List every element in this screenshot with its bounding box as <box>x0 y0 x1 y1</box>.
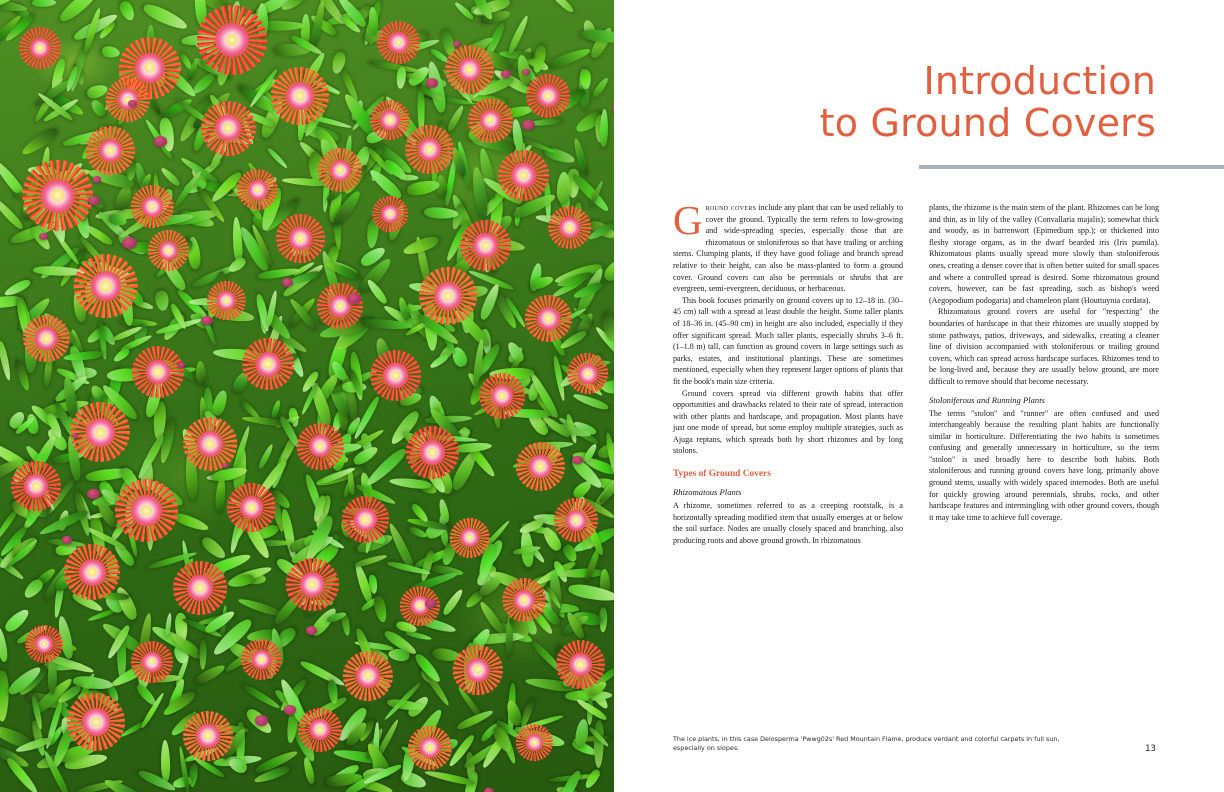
succulent-leaf <box>544 45 592 71</box>
succulent-leaf <box>396 66 407 88</box>
flower-bud <box>522 120 535 130</box>
succulent-leaf <box>103 776 147 792</box>
flower-bud <box>522 69 530 75</box>
succulent-leaf <box>257 443 274 470</box>
flower-center <box>394 38 402 46</box>
succulent-leaf <box>556 172 570 203</box>
succulent-leaf <box>215 477 227 513</box>
body-column-right <box>929 202 1159 546</box>
succulent-leaf <box>19 125 60 158</box>
succulent-leaf <box>572 392 610 412</box>
subheading-rhizomatous: Rhizomatous Plants <box>673 487 742 498</box>
section-heading-types: Types of Ground Covers <box>673 469 771 480</box>
succulent-leaf <box>101 45 121 59</box>
succulent-leaf <box>504 699 523 727</box>
flower-bud <box>306 626 317 635</box>
ice-plant-flower <box>85 125 134 174</box>
succulent-leaf <box>199 640 207 670</box>
flower-bud <box>178 362 185 367</box>
flower-center <box>31 481 41 491</box>
succulent-leaf <box>266 147 288 170</box>
succulent-leaf <box>406 178 441 197</box>
succulent-leaf <box>242 683 282 711</box>
succulent-leaf <box>446 104 466 133</box>
flower-center <box>106 146 115 155</box>
succulent-leaf <box>210 389 230 417</box>
flower-bud <box>255 715 269 726</box>
succulent-leaf <box>280 509 298 561</box>
succulent-leaf <box>199 534 228 561</box>
page-number: 13 <box>1145 744 1156 754</box>
body-column-left <box>673 197 903 546</box>
succulent-leaf <box>112 347 131 364</box>
photo-caption: The ice plants, in this case Delosperma 'Pwwg02s' Red Mountain Flame, produce verdant and colorful carpets in full sun, especially on slopes. <box>673 734 1060 753</box>
succulent-leaf <box>138 769 177 792</box>
paragraph-growth-habits: Ground covers spread via different growth habits that offer opportunities and drawbacks related to their rate of spread, interaction with other plants and hardscape, and propagation. Most plants have just one mode of spread, but some employ multiple strategies, such as Ajuga reptans, which spreads both by short rhizomes and by long stolons. <box>673 388 903 456</box>
flower-bud <box>93 176 102 183</box>
succulent-leaf <box>117 0 137 22</box>
succulent-leaf <box>601 257 614 283</box>
body-columns <box>673 197 1159 546</box>
succulent-leaf <box>0 341 12 381</box>
succulent-leaf <box>429 353 450 370</box>
flower-bud <box>284 705 296 714</box>
succulent-leaf <box>591 76 610 99</box>
succulent-leaf <box>354 553 387 568</box>
flower-bud <box>282 278 293 287</box>
succulent-leaf <box>546 0 575 14</box>
ice-plant-flower <box>443 635 513 705</box>
succulent-leaf <box>2 606 32 635</box>
succulent-leaf <box>0 670 9 721</box>
paragraph-scope: This book focuses primarily on ground covers up to 12–18 in. (30–45 cm) tall with a spread at least double the height. Some taller plants of 18–36 in. (45–90 cm) in height are also included, especially if they offer significant spread. Much taller plants, especially shrubs 3–6 ft. (1–1.8 m) tall, can function as ground covers in large settings such as parks, estates, and institutional plantings. These are sometimes mentioned, especially when they represent larger options of plants that fit the book's main size criteria. <box>673 295 903 386</box>
page-title <box>686 60 1156 144</box>
ice-plant-flower <box>375 19 421 65</box>
drop-cap: G <box>673 197 703 243</box>
paragraph-stolon-definition: The terms "stolon" and "runner" are often confused and used interchangeably because the resulting plant habits are functionally similar in horticulture. Differentiating the two habits is sometimes confusing and generally unnecessary in horticulture, so the term "stolon" is used broadly here to describe both habits. Both stoloniferous and running ground covers have long, primarily above ground stems, usually with widely spaced internodes. Both are useful for quickly growing around perennials, shrubs, rocks, and other hardscape features and intermingling with other ground covers, though it may take time to achieve full coverage. <box>929 408 1159 522</box>
flower-bud <box>425 599 437 608</box>
succulent-leaf <box>3 278 32 299</box>
paragraph-rhizome-continued: plants, the rhizome is the main stem of the plant. Rhizomes can be long and thin, as in lily of the valley (Convallaria majalis); somewhat thick and woody, as in barrenwort (Epimedium spp.); or thickened into fleshy storage organs, as in the dwarf bearded iris (Iris pumila). Rhizomatous plants usually spread more slowly than stoloniferous ones, creating a denser cover that is often better suited for small spaces and where a controlled spread is desired. Some rhizomatous ground covers, however, can be fast spreading, such as bishop's weed (Aegopodium podogaria) and chameleon plant (Houttuynia cordata). <box>929 203 1159 305</box>
paragraph-intro <box>673 197 903 295</box>
succulent-leaf <box>406 630 433 641</box>
succulent-leaf <box>33 0 57 7</box>
succulent-leaf <box>161 740 171 782</box>
succulent-leaf <box>600 109 609 147</box>
flower-bud <box>128 100 137 107</box>
title-divider <box>919 165 1224 169</box>
ice-plant-flower <box>139 221 196 278</box>
flower-bud <box>501 70 511 78</box>
succulent-leaf <box>441 588 465 617</box>
succulent-leaf <box>372 594 389 623</box>
succulent-leaf <box>302 757 316 785</box>
succulent-leaf <box>155 290 170 311</box>
flower-bud <box>484 788 494 792</box>
paragraph-intro-rest: include any plant that can be used reliably to cover the ground. Typically the term refers to low-growing and wide-spreading species, especially those that are rhizomatous or stoloniferous so that have trailing or arching stems. Clumping plants, if they have good foliage and branch spread relative to their height, can also be mass-planted to form a ground cover. Ground covers can also be perennials or shrubs that are evergreen, semi-evergreen, deciduous, or herbaceous. <box>673 203 903 294</box>
succulent-leaf <box>408 526 429 540</box>
flower-bud <box>572 456 582 464</box>
flower-bud <box>62 536 71 544</box>
flower-bud <box>453 41 461 47</box>
succulent-leaf <box>477 600 505 635</box>
succulent-leaf <box>227 255 249 275</box>
succulent-leaf <box>160 166 182 187</box>
paragraph-rhizome-definition: A rhizome, sometimes referred to as a creeping rootstalk, is a horizontally spreading modified stem that usually emerges at or below the soil surface. Nodes are usually closely spaced and branching, also producing roots and above ground growth. In rhizomatous <box>673 501 903 545</box>
text-page <box>614 0 1224 792</box>
succulent-leaf <box>424 206 458 219</box>
succulent-leaf <box>195 361 207 385</box>
small-caps-lead: round covers <box>705 203 757 212</box>
page-title-line-2: to Ground Covers <box>819 101 1156 145</box>
succulent-leaf <box>193 662 227 687</box>
subheading-stoloniferous: Stoloniferous and Running Plants <box>929 394 1045 405</box>
flower-bud <box>222 463 229 468</box>
flower-bud <box>39 233 48 240</box>
flower-bud <box>154 136 167 146</box>
succulent-leaf <box>227 572 254 589</box>
paragraph-rhizome-hardscape: Rhizomatous ground covers are useful for "respecting" the boundaries of hardscape in that their rhizomes are usually stopped by stone pathways, patios, driveways, and sidewalks, creating a cleaner line of division accompanied with stoloniferous or trailing ground covers, which can spread across hardscape surfaces. Rhizomes tend to be long-lived and, because they are usually below ground, are more difficult to remove should that become necessary. <box>929 307 1159 386</box>
page-title-line-1: Introduction <box>923 59 1156 103</box>
